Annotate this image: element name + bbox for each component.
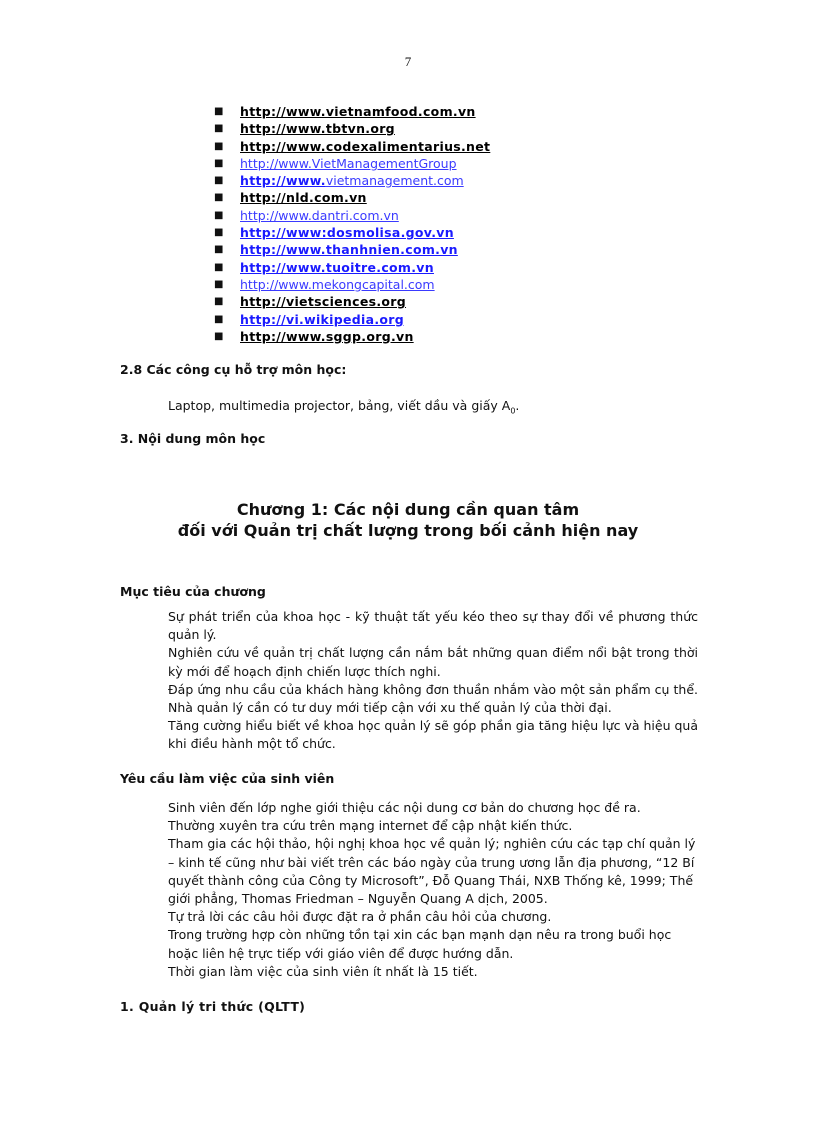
link-nld[interactable]: http://nld.com.vn	[240, 190, 367, 206]
square-bullet-icon: ■	[214, 278, 224, 290]
tools-text: Laptop, multimedia projector, bảng, viết dầu và giấy A	[168, 398, 511, 413]
list-item	[214, 259, 490, 276]
square-bullet-icon: ■	[214, 140, 224, 152]
section-heading-1: 1. Quản lý tri thức (QLTT)	[120, 999, 306, 1014]
square-bullet-icon: ■	[214, 175, 224, 187]
objective-paragraph: Nghiên cứu về quản trị chất lượng cần nắm bắt những quan điểm nổi bật trong thời kỳ mới để hoạch định chiến lược thích nghi.	[168, 645, 698, 679]
objective-paragraph: Sự phát triển của khoa học - kỹ thuật tất yếu kéo theo sự thay đổi về phương thức quản lý.	[168, 609, 698, 643]
list-item	[214, 328, 490, 345]
square-bullet-icon: ■	[214, 227, 224, 239]
list-item	[214, 138, 490, 155]
link-tbtvn[interactable]: http://www.tbtvn.org	[240, 121, 395, 137]
list-item	[214, 172, 490, 189]
requirement-paragraph: Tham gia các hội thảo, hội nghị khoa học về quản lý; nghiên cứu các tạp chí quản lý – kinh tế cũng như bài viết trên các báo ngày của trung ương lẫn địa phương, “12 Bí quyết thành công của Công ty Microsoft”, Đỗ Quang Thái, NXB Thống kê, 1999; Thế giới phẳng, Thomas Friedman – Nguyễn Quang A dịch, 2005.	[168, 836, 696, 907]
chapter-title-line-2: đối với Quản trị chất lượng trong bối cảnh hiện nay	[177, 521, 639, 540]
list-item	[214, 276, 490, 293]
link-mekongcapital[interactable]: http://www.mekongcapital.com	[240, 276, 435, 292]
link-dosmolisa[interactable]: http://www:dosmolisa.gov.vn	[240, 225, 454, 241]
link-dantri[interactable]: http://www.dantri.com.vn	[240, 207, 399, 223]
list-item	[214, 224, 490, 241]
link-vietmanagement[interactable]	[240, 173, 464, 188]
link-vietnamfood[interactable]: http://www.vietnamfood.com.vn	[240, 104, 476, 119]
list-item	[214, 120, 490, 137]
objectives-heading: Mục tiêu của chương	[120, 584, 266, 599]
section-heading-3: 3. Nội dung môn học	[120, 431, 266, 446]
objectives-body	[168, 608, 698, 754]
chapter-title	[0, 499, 816, 541]
objective-paragraph: Tăng cường hiểu biết về khoa học quản lý sẽ góp phần gia tăng hiệu lực và hiệu quả khi điều hành một tổ chức.	[168, 718, 698, 752]
square-bullet-icon: ■	[214, 106, 224, 117]
square-bullet-icon: ■	[214, 157, 224, 169]
square-bullet-icon: ■	[214, 330, 224, 342]
link-sggp[interactable]: http://www.sggp.org.vn	[240, 328, 414, 344]
list-item	[214, 293, 490, 310]
section-heading-2-8: 2.8 Các công cụ hỗ trợ môn học:	[120, 362, 347, 377]
list-item	[214, 103, 490, 120]
tools-subscript: 0	[510, 406, 516, 416]
square-bullet-icon: ■	[214, 244, 224, 256]
square-bullet-icon: ■	[214, 123, 224, 135]
list-item	[214, 311, 490, 328]
tools-suffix: .	[515, 398, 520, 413]
square-bullet-icon: ■	[214, 313, 224, 325]
link-codexalimentarius[interactable]: http://www.codexalimentarius.net	[240, 138, 491, 154]
square-bullet-icon: ■	[214, 296, 224, 308]
square-bullet-icon: ■	[214, 261, 224, 273]
link-thanhnien[interactable]: http://www.thanhnien.com.vn	[240, 242, 458, 258]
list-item	[214, 241, 490, 258]
chapter-title-line-1: Chương 1: Các nội dung cần quan tâm	[236, 500, 580, 519]
link-vietmanagement-prefix: http://www.	[240, 173, 326, 189]
requirement-paragraph: Thời gian làm việc của sinh viên ít nhất là 15 tiết.	[168, 963, 478, 979]
square-bullet-icon: ■	[214, 209, 224, 221]
list-item	[214, 155, 490, 172]
requirements-heading: Yêu cầu làm việc của sinh viên	[120, 771, 335, 786]
link-tuoitre[interactable]: http://www.tuoitre.com.vn	[240, 259, 434, 275]
link-vietmanagement-domain: vietmanagement.com	[325, 173, 464, 189]
requirement-paragraph: Tự trả lời các câu hỏi được đặt ra ở phần câu hỏi của chương.	[168, 909, 552, 925]
list-item	[214, 207, 490, 224]
list-item	[214, 189, 490, 206]
requirement-paragraph: Sinh viên đến lớp nghe giới thiệu các nội dung cơ bản do chương học đề ra.	[168, 800, 641, 815]
requirement-paragraph: Trong trường hợp còn những tồn tại xin các bạn mạnh dạn nêu ra trong buổi học hoặc liên hệ trực tiếp với giáo viên để được hướng dẫn.	[168, 927, 672, 961]
requirements-body	[168, 799, 698, 981]
link-vietmanagementgroup[interactable]: http://www.VietManagementGroup	[240, 155, 457, 171]
link-wikipedia[interactable]: http://vi.wikipedia.org	[240, 311, 404, 327]
objective-paragraph: Đáp ứng nhu cầu của khách hàng không đơn thuần nhắm vào một sản phẩm cụ thể. Nhà quản lý cần có tư duy mới tiếp cận với xu thế quản lý của thời đại.	[168, 681, 698, 716]
tools-paragraph	[168, 398, 519, 416]
square-bullet-icon: ■	[214, 192, 224, 204]
page-number: 7	[404, 54, 412, 69]
reference-link-list	[214, 103, 490, 345]
requirement-paragraph: Thường xuyên tra cứu trên mạng internet để cập nhật kiến thức.	[168, 818, 573, 834]
link-vietsciences[interactable]: http://vietsciences.org	[240, 294, 407, 310]
